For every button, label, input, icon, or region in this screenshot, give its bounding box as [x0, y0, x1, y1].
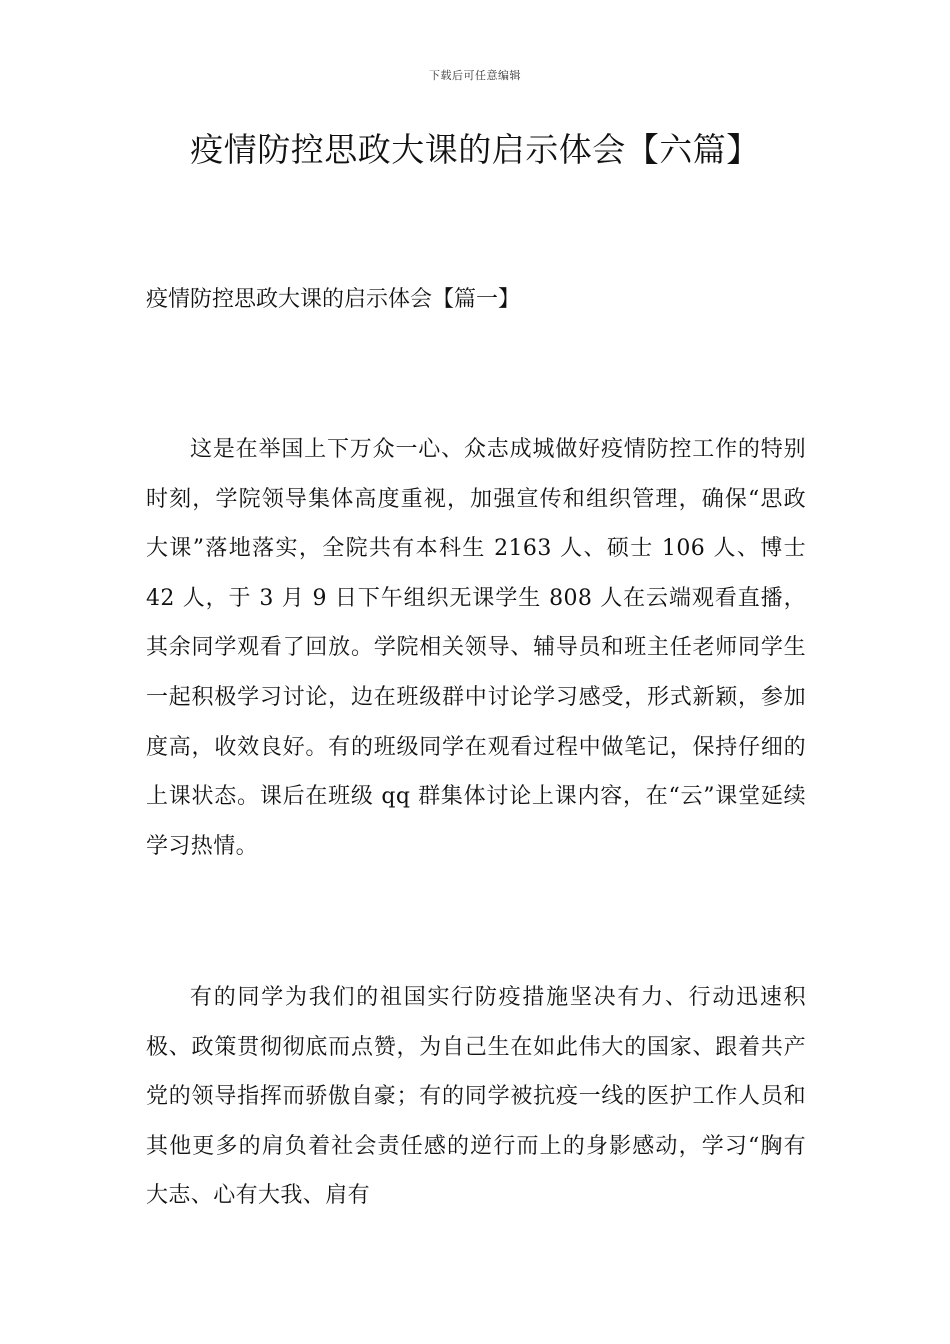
document-title: 疫情防控思政大课的启示体会【六篇】	[190, 130, 760, 169]
section-title: 疫情防控思政大课的启示体会【篇一】	[146, 287, 521, 312]
header-note: 下载后可任意编辑	[429, 69, 521, 82]
body-paragraph-1: 这是在举国上下万众一心、众志成城做好疫情防控工作的特别时刻，学院领导集体高度重视，加强宣传和组织管理，确保“思政大课”落地落实，全院共有本科生 2163 人、硕士 106 人、博士 42 人，于 3 月 9 日下午组织无课学生 808 人在云端观看直播，其余同学观看了回放。学院相关领导、辅导员和班主任老师同学生一起积极学习讨论，边在班级群中讨论学习感受，形式新颖，参加度高，收效良好。有的班级同学在观看过程中做笔记，保持仔细的上课状态。课后在班级 qq 群集体讨论上课内容，在“云”课堂延续学习热情。	[146, 437, 806, 859]
body-paragraph-2: 有的同学为我们的祖国实行防疫措施坚决有力、行动迅速积极、政策贯彻彻底而点赞，为自己生在如此伟大的国家、跟着共产党的领导指挥而骄傲自豪；有的同学被抗疫一线的医护工作人员和其他更多的肩负着社会责任感的逆行而上的身影感动，学习“胸有大志、心有大我、肩有	[146, 985, 806, 1209]
